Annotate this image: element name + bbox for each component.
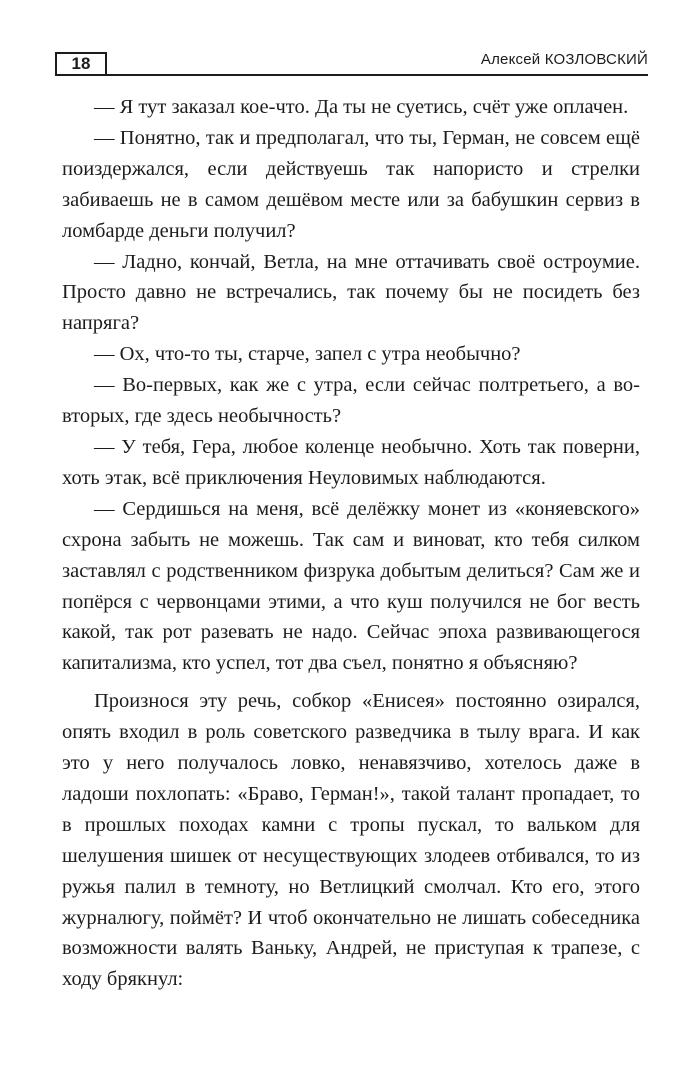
- paragraph: — Понятно, так и предполагал, что ты, Герман, не совсем ещё поиздержался, если действуешь так напористо и стрелки забиваешь не в самом дешёвом месте или за бабушкин сервиз в ломбарде деньги получил?: [62, 126, 640, 242]
- paragraph: — У тебя, Гера, любое коленце необычно. Хоть так поверни, хоть этак, всё приключения Неуловимых наблюдаются.: [62, 435, 640, 489]
- page-number: 18: [55, 52, 107, 76]
- paragraph: — Я тут заказал кое-что. Да ты не суетись, счёт уже оплачен.: [94, 96, 629, 118]
- running-header: [55, 48, 648, 74]
- paragraph: Произнося эту речь, собкор «Енисея» постоянно озирался, опять входил в роль советского разведчика в тылу врага. И как это у него получалось ловко, ненавязчиво, хотелось даже в ладоши похлопать: «Браво, Герман!», такой талант пропадает, то в прошлых походах камни с тропы пускал, то вальком для шелушения шишек от несуществующих злодеев отбивался, то из ружья палил в темноту, но Ветлицкий смолчал. Кто его, этого журналюгу, поймёт? И чтоб окончательно не лишать собеседника возможности валять Ваньку, Андрей, не приступая к трапезе, с ходу брякнул:: [62, 690, 640, 991]
- paragraph: — Ох, что-то ты, старче, запел с утра необычно?: [94, 343, 521, 366]
- paragraph: — Ладно, кончай, Ветла, на мне оттачивать своё остроумие. Просто давно не встречались, так почему бы не посидеть без напряга?: [62, 250, 640, 335]
- paragraph: — Сердишься на меня, всё делёжку монет из «коняевского» схрона забыть не можешь. Так сам и виноват, кто тебя силком заставлял с родственником физрука добытым делиться? Сам же и попёрся с червонцами этими, а что куш получился не бог весть какой, так рот разевать не надо. Сейчас эпоха развивающегося капитализма, кто успел, тот два съел, понятно я объясняю?: [62, 497, 640, 675]
- running-header-author: Алексей КОЗЛОВСКИЙ: [480, 51, 648, 68]
- header-rule: [107, 74, 648, 76]
- body-text: [62, 92, 640, 995]
- paragraph: — Во-первых, как же с утра, если сейчас полтретьего, а во-вторых, где здесь необычность?: [62, 374, 640, 428]
